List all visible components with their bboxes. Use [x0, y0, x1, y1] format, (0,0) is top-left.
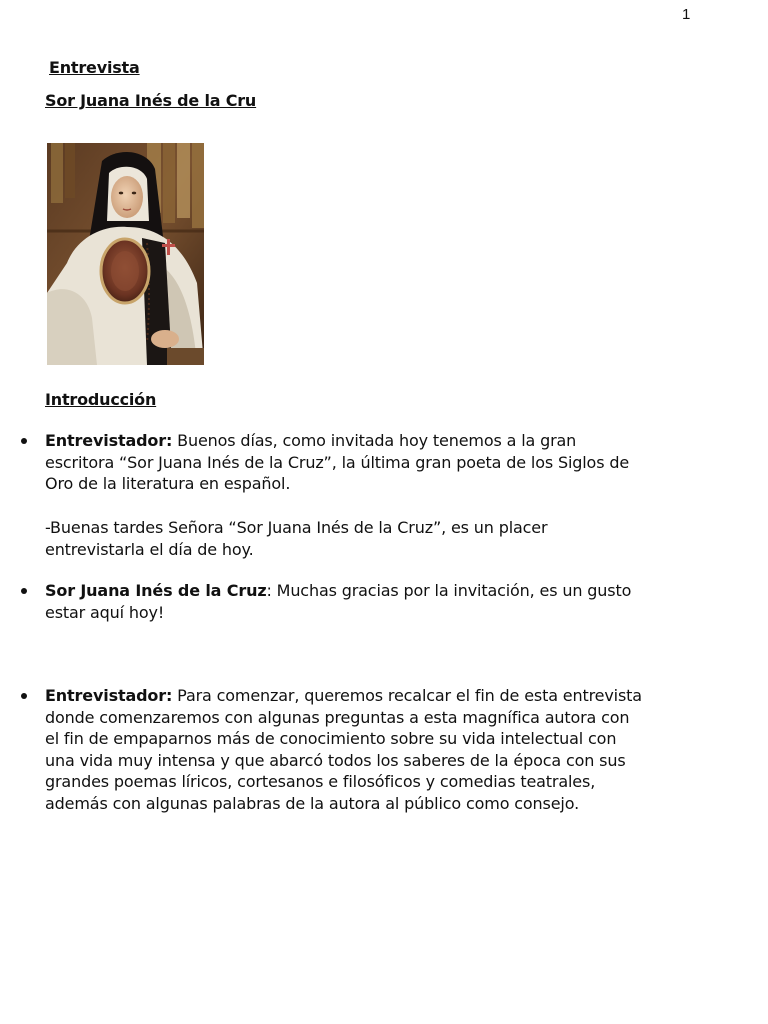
dialogue-item-1 [45, 430, 645, 495]
dialogue-item-3 [45, 685, 645, 814]
bullet-icon [21, 693, 27, 699]
section-heading: Introducción [45, 390, 157, 409]
followup-paragraph: -Buenas tardes Señora “Sor Juana Inés de la Cruz”, es un placer entrevistarla el día de hoy. [45, 518, 548, 559]
dialogue-text: Buenos días, como invitada hoy tenemos a la gran escritora “Sor Juana Inés de la Cruz”, la última gran poeta de los Siglos de Oro de la literatura en español. [45, 431, 630, 493]
dialogue-item-2 [45, 580, 645, 623]
speaker-label: Entrevistador: [45, 431, 173, 450]
dialogue-text: Para comenzar, queremos recalcar el fin de esta entrevista donde comenzaremos con algunas preguntas a esta magnífica autora con el fin de empaparnos más de conocimiento sobre su vida intelectual con una vida muy intensa y que abarcó todos los saberes de la época con sus grandes poemas líricos, cortesanos e filosóficos y comedias teatrales, además con algunas palabras de la autora al público como consejo. [45, 686, 642, 813]
document-subtitle: Sor Juana Inés de la Cru [45, 91, 257, 110]
bullet-icon [21, 588, 27, 594]
portrait-image [47, 143, 204, 365]
dialogue-text: : Muchas gracias por la invitación, es un gusto estar aquí hoy! [45, 581, 632, 622]
bullet-icon [21, 438, 27, 444]
speaker-label: Entrevistador: [45, 686, 173, 705]
speaker-label: Sor Juana Inés de la Cruz [45, 581, 267, 600]
page-number: 1 [682, 6, 691, 23]
document-title: Entrevista [49, 58, 140, 77]
